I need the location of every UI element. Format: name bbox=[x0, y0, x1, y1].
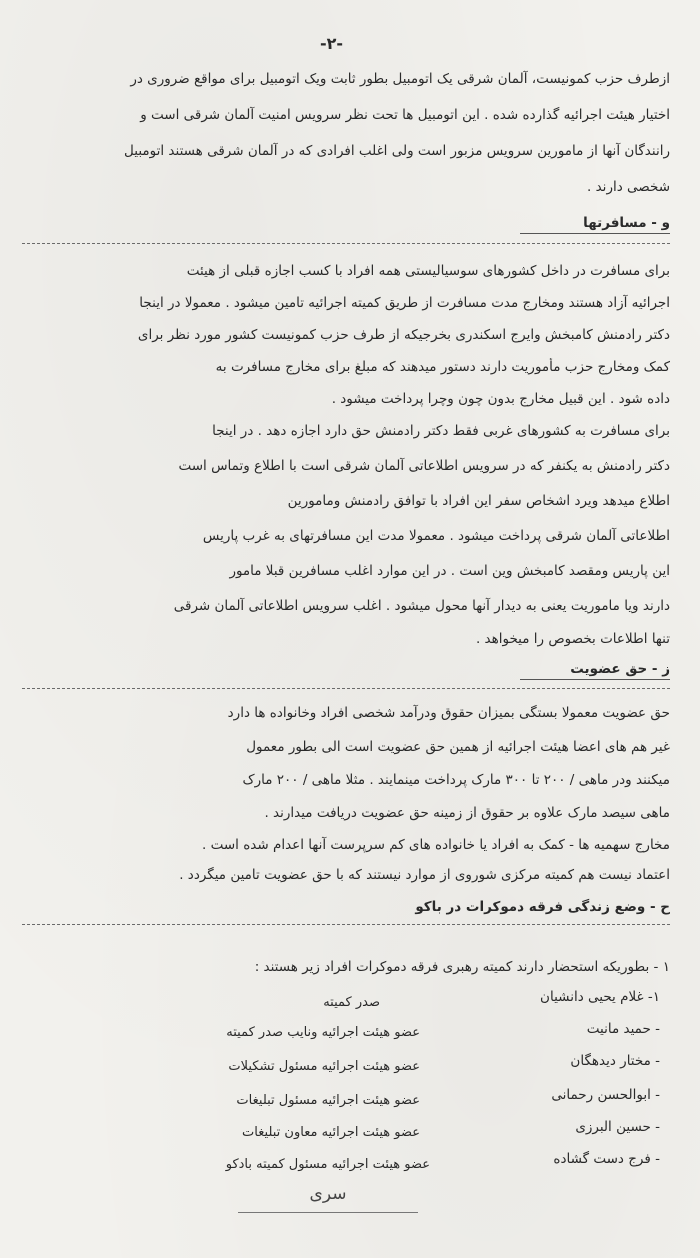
text-line: مخارج سهمیه ها - کمک به افراد یا خانواده های کم سرپرست آنها اعدام شده است . bbox=[202, 837, 670, 853]
text-line: ازطرف حزب کمونیست، آلمان شرقی یک اتومبیل بطور ثابت ویک اتومبیل برای مواقع ضروری در bbox=[130, 71, 670, 87]
section-heading: ح - وضع زندگی فرقه دموکرات در باکو bbox=[415, 899, 670, 915]
member-role: عضو هیئت اجرائیه مسئول کمیته بادکو bbox=[225, 1157, 430, 1172]
section-divider bbox=[22, 243, 670, 244]
member-role: عضو هیئت اجرائیه معاون تبلیغات bbox=[242, 1125, 420, 1140]
text-line: رانندگان آنها از مامورین سرویس مزبور است ولی اغلب افرادی که در آلمان شرقی هستند اتومبیل bbox=[124, 143, 670, 159]
heading-underline bbox=[520, 679, 670, 680]
section-heading: ز - حق عضویت bbox=[570, 661, 670, 677]
member-name: - حمید مانیت bbox=[586, 1021, 660, 1037]
text-line: اجرائیه آزاد هستند ومخارج مدت مسافرت از طریق کمیته اجرائیه تامین میشود . معمولا در اینجا bbox=[139, 295, 670, 311]
member-role: عضو هیئت اجرائیه مسئول تبلیغات bbox=[236, 1093, 420, 1108]
text-line: دکتر رادمنش کامبخش وایرج اسکندری بخرجیکه از طرف حزب کمونیست کشور مورد نظر برای bbox=[137, 327, 670, 343]
section-divider bbox=[22, 688, 670, 689]
heading-underline bbox=[520, 233, 670, 234]
text-line: اعتماد نیست هم کمیته مرکزی شوروی از موارد نیستند که با حق عضویت تامین میگردد . bbox=[179, 867, 670, 883]
member-role: عضو هیئت اجرائیه ونایب صدر کمیته bbox=[226, 1025, 420, 1040]
text-line: دکتر رادمنش به یکنفر که در سرویس اطلاعاتی آلمان شرقی است با اطلاع وتماس است bbox=[178, 458, 670, 474]
text-line: اطلاع میدهد ویرد اشخاص سفر این افراد با توافق رادمنش ومامورین bbox=[287, 493, 670, 509]
text-line: دارند ویا ماموریت یعنی به دیدار آنها محول میشود . اغلب سرویس اطلاعاتی آلمان شرقی bbox=[173, 598, 670, 614]
member-name: - فرج دست گشاده bbox=[553, 1151, 660, 1167]
text-line: داده شود . این قبیل مخارج بدون چون وچرا پرداخت میشود . bbox=[331, 391, 670, 407]
member-name: - حسین البرزی bbox=[575, 1119, 660, 1135]
member-role: صدر کمیته bbox=[323, 995, 380, 1010]
text-line: غیر هم های اعضا هیئت اجرائیه از همین حق عضویت است الی بطور معمول bbox=[246, 739, 670, 755]
member-name: ۱- غلام یحیی دانشیان bbox=[540, 989, 660, 1005]
member-name: - ابوالحسن رحمانی bbox=[551, 1087, 660, 1103]
text-line: اطلاعاتی آلمان شرقی پرداخت میشود . معمولا مدت این مسافرتهای به غرب پاریس bbox=[202, 528, 670, 544]
text-line: اختیار هیئت اجرائیه گذارده شده . این اتومبیل ها تحت نظر سرویس امنیت آلمان شرقی است و bbox=[140, 107, 670, 123]
text-line: ماهی سیصد مارک علاوه بر حقوق از زمینه حق عضویت دریافت میدارند . bbox=[264, 805, 670, 821]
text-line: برای مسافرت در داخل کشورهای سوسیالیستی همه افراد با کسب اجازه قبلی از هیئت bbox=[186, 263, 670, 279]
text-line: تنها اطلاعات بخصوص را میخواهد . bbox=[475, 631, 670, 647]
text-line: حق عضویت معمولا بستگی بمیزان حقوق ودرآمد شخصی افراد وخانواده ها دارد bbox=[227, 705, 670, 721]
classification-stamp bbox=[238, 1178, 418, 1213]
section-heading: و - مسافرتها bbox=[583, 215, 670, 231]
text-line: کمک ومخارج حزب مأموریت دارند دستور میدهند که مبلغ برای مخارج مسافرت به bbox=[215, 359, 670, 375]
section-divider bbox=[22, 924, 670, 925]
stamp-text: سری bbox=[309, 1184, 347, 1204]
text-line: این پاریس ومقصد کامبخش وین است . در این موارد اغلب مسافرین قبلا مامور bbox=[229, 563, 670, 579]
member-role: عضو هیئت اجرائیه مسئول تشکیلات bbox=[228, 1059, 420, 1074]
member-name: - مختار دیدهگان bbox=[570, 1053, 660, 1069]
text-line: شخصی دارند . bbox=[587, 179, 670, 195]
text-line: میکنند ودر ماهی / ۲۰۰ تا ۳۰۰ مارک پرداخت مینمایند . مثلا ماهی / ۲۰۰ مارک bbox=[242, 772, 670, 788]
leaders-intro: ۱ - بطوریکه استحضار دارند کمیته رهبری فرقه دموکرات افراد زیر هستند : bbox=[254, 959, 670, 975]
page-number: -۲- bbox=[320, 34, 344, 53]
text-line: برای مسافرت به کشورهای غربی فقط دکتر رادمنش حق دارد اجازه دهد . در اینجا bbox=[212, 423, 670, 439]
